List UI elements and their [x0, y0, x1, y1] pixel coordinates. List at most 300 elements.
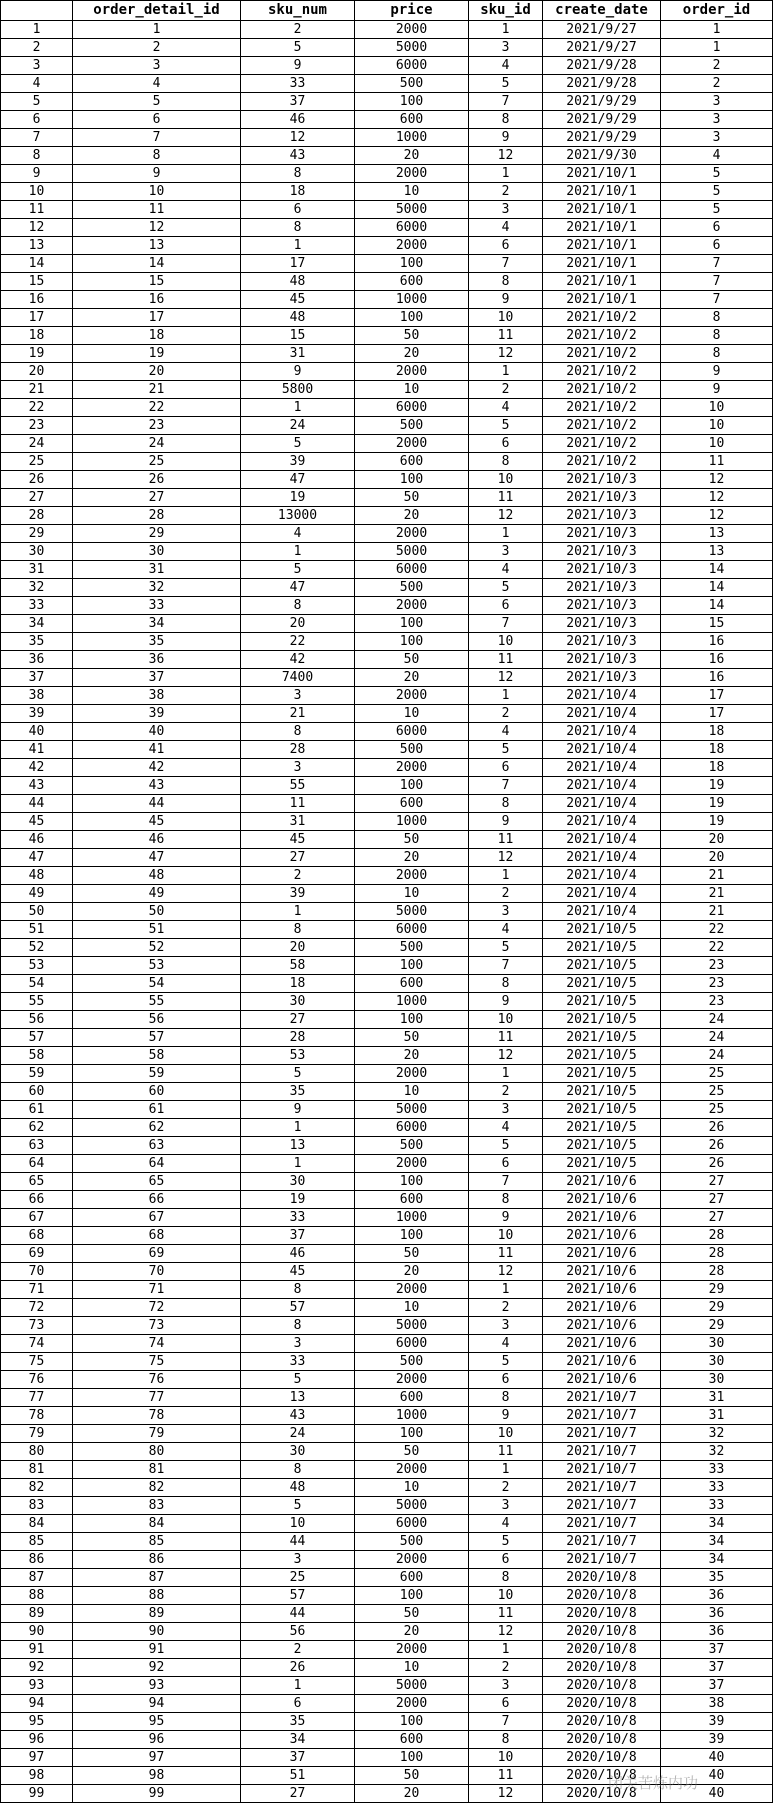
sku-num-cell: 53 [241, 1047, 355, 1065]
table-row [1, 795, 773, 813]
create-date-cell: 2021/10/7 [543, 1461, 661, 1479]
table-row [1, 723, 773, 741]
order-id-cell: 18 [661, 759, 773, 777]
order-detail-id-cell: 69 [73, 1245, 241, 1263]
price-cell: 2000 [355, 1371, 469, 1389]
create-date-cell: 2021/10/5 [543, 921, 661, 939]
table-row [1, 1443, 773, 1461]
order-detail-id-cell: 99 [73, 1785, 241, 1803]
order-detail-id-cell: 63 [73, 1137, 241, 1155]
sku-num-cell: 5 [241, 561, 355, 579]
create-date-cell: 2020/10/8 [543, 1677, 661, 1695]
order-detail-id-cell: 42 [73, 759, 241, 777]
table-row [1, 705, 773, 723]
sku-num-cell: 8 [241, 1281, 355, 1299]
price-cell: 5000 [355, 1317, 469, 1335]
price-cell: 600 [355, 273, 469, 291]
create-date-cell: 2020/10/8 [543, 1587, 661, 1605]
order-detail-id-cell: 61 [73, 1101, 241, 1119]
create-date-cell: 2021/10/3 [543, 543, 661, 561]
table-row [1, 309, 773, 327]
row-number-cell: 18 [1, 327, 73, 345]
price-cell: 6000 [355, 921, 469, 939]
order-detail-id-cell: 12 [73, 219, 241, 237]
sku-num-cell: 2 [241, 867, 355, 885]
order-detail-id-cell: 84 [73, 1515, 241, 1533]
sku-id-cell: 5 [469, 417, 543, 435]
sku-num-cell: 25 [241, 1569, 355, 1587]
sku-num-cell: 8 [241, 165, 355, 183]
row-number-cell: 75 [1, 1353, 73, 1371]
create-date-cell: 2021/9/29 [543, 93, 661, 111]
create-date-cell: 2021/10/1 [543, 237, 661, 255]
sku-id-cell: 11 [469, 327, 543, 345]
row-number-cell: 21 [1, 381, 73, 399]
create-date-cell: 2021/9/27 [543, 39, 661, 57]
order-detail-id-cell: 10 [73, 183, 241, 201]
order-id-cell: 14 [661, 561, 773, 579]
order-id-cell: 33 [661, 1479, 773, 1497]
price-cell: 5000 [355, 201, 469, 219]
order-detail-id-cell: 15 [73, 273, 241, 291]
price-cell: 10 [355, 1299, 469, 1317]
sku-num-cell: 13 [241, 1137, 355, 1155]
order-detail-id-cell: 44 [73, 795, 241, 813]
create-date-cell: 2021/10/2 [543, 399, 661, 417]
price-cell: 2000 [355, 165, 469, 183]
sku-id-cell: 2 [469, 705, 543, 723]
row-number-cell: 19 [1, 345, 73, 363]
order-id-cell: 19 [661, 813, 773, 831]
order-id-cell: 15 [661, 615, 773, 633]
row-number-cell: 53 [1, 957, 73, 975]
order-detail-id-cell: 37 [73, 669, 241, 687]
row-number-cell: 90 [1, 1623, 73, 1641]
price-cell: 6000 [355, 723, 469, 741]
order-detail-id-cell: 54 [73, 975, 241, 993]
table-row [1, 597, 773, 615]
sku-num-cell: 5 [241, 1497, 355, 1515]
order-detail-id-cell: 33 [73, 597, 241, 615]
table-row [1, 435, 773, 453]
order-detail-id-cell: 36 [73, 651, 241, 669]
create-date-cell: 2021/10/5 [543, 1119, 661, 1137]
sku-num-cell: 57 [241, 1587, 355, 1605]
order-detail-id-cell: 32 [73, 579, 241, 597]
sku-num-cell: 57 [241, 1299, 355, 1317]
order-detail-id-cell: 5 [73, 93, 241, 111]
table-row [1, 1317, 773, 1335]
sku-id-cell: 8 [469, 1389, 543, 1407]
sku-id-cell: 2 [469, 1659, 543, 1677]
price-cell: 6000 [355, 561, 469, 579]
sku-num-cell: 24 [241, 417, 355, 435]
sku-num-cell: 27 [241, 849, 355, 867]
sku-id-cell: 10 [469, 471, 543, 489]
order-id-cell: 17 [661, 705, 773, 723]
sku-id-cell: 6 [469, 1695, 543, 1713]
sku-id-cell: 10 [469, 1227, 543, 1245]
row-number-cell: 37 [1, 669, 73, 687]
table-row [1, 525, 773, 543]
create-date-cell: 2021/10/1 [543, 291, 661, 309]
order-detail-id-cell: 58 [73, 1047, 241, 1065]
sku-num-cell: 33 [241, 1209, 355, 1227]
price-cell: 100 [355, 1587, 469, 1605]
price-cell: 600 [355, 453, 469, 471]
table-row [1, 651, 773, 669]
create-date-cell: 2020/10/8 [543, 1749, 661, 1767]
sku-num-cell: 27 [241, 1011, 355, 1029]
sku-num-cell: 9 [241, 57, 355, 75]
order-detail-id-cell: 38 [73, 687, 241, 705]
sku-num-cell: 34 [241, 1731, 355, 1749]
create-date-cell: 2021/10/3 [543, 633, 661, 651]
order-detail-id-cell: 87 [73, 1569, 241, 1587]
sku-num-cell: 6 [241, 1695, 355, 1713]
table-row [1, 237, 773, 255]
table-row [1, 1461, 773, 1479]
table-row [1, 201, 773, 219]
sku-id-cell: 6 [469, 435, 543, 453]
order-id-cell: 18 [661, 723, 773, 741]
create-date-cell: 2021/10/5 [543, 1029, 661, 1047]
sku-id-cell: 1 [469, 165, 543, 183]
sku-num-cell: 3 [241, 1335, 355, 1353]
sku-id-cell: 3 [469, 1497, 543, 1515]
price-cell: 500 [355, 417, 469, 435]
order-id-cell: 11 [661, 453, 773, 471]
price-cell: 100 [355, 1227, 469, 1245]
sku-num-cell: 35 [241, 1713, 355, 1731]
price-cell: 2000 [355, 1641, 469, 1659]
sku-id-cell: 2 [469, 1299, 543, 1317]
create-date-cell: 2021/10/3 [543, 597, 661, 615]
table-row [1, 21, 773, 39]
order-id-cell: 20 [661, 831, 773, 849]
sku-id-cell: 5 [469, 1533, 543, 1551]
row-number-cell: 77 [1, 1389, 73, 1407]
sku-num-cell: 31 [241, 813, 355, 831]
create-date-cell: 2021/10/6 [543, 1353, 661, 1371]
row-number-cell: 2 [1, 39, 73, 57]
sku-id-cell: 3 [469, 39, 543, 57]
price-cell: 2000 [355, 1461, 469, 1479]
table-row [1, 993, 773, 1011]
price-cell: 6000 [355, 1119, 469, 1137]
table-row [1, 417, 773, 435]
table-row [1, 1371, 773, 1389]
order-id-cell: 34 [661, 1515, 773, 1533]
table-row [1, 1713, 773, 1731]
row-number-cell: 7 [1, 129, 73, 147]
table-row [1, 1749, 773, 1767]
sku-num-cell: 19 [241, 489, 355, 507]
order-id-cell: 2 [661, 57, 773, 75]
create-date-cell: 2021/10/4 [543, 795, 661, 813]
sku-id-cell: 12 [469, 345, 543, 363]
order-id-cell: 37 [661, 1641, 773, 1659]
row-number-cell: 86 [1, 1551, 73, 1569]
sku-num-cell: 55 [241, 777, 355, 795]
row-number-cell: 51 [1, 921, 73, 939]
table-row [1, 75, 773, 93]
price-cell: 2000 [355, 1065, 469, 1083]
order-detail-id-cell: 45 [73, 813, 241, 831]
create-date-cell: 2021/9/29 [543, 111, 661, 129]
sku-num-cell: 24 [241, 1425, 355, 1443]
create-date-cell: 2021/10/5 [543, 975, 661, 993]
order-id-cell: 32 [661, 1425, 773, 1443]
sku-num-cell: 30 [241, 1443, 355, 1461]
row-number-cell: 79 [1, 1425, 73, 1443]
create-date-cell: 2021/10/3 [543, 525, 661, 543]
table-row [1, 1047, 773, 1065]
sku-id-cell: 2 [469, 1479, 543, 1497]
order-id-cell: 25 [661, 1065, 773, 1083]
sku-id-cell: 8 [469, 795, 543, 813]
price-cell: 50 [355, 1767, 469, 1785]
sku-num-cell: 56 [241, 1623, 355, 1641]
sku-id-cell: 9 [469, 1209, 543, 1227]
create-date-header: create_date [543, 1, 661, 21]
watermark: 闭关苦炼内功 [608, 1774, 699, 1792]
sku-num-cell: 17 [241, 255, 355, 273]
order-id-cell: 37 [661, 1677, 773, 1695]
create-date-cell: 2020/10/8 [543, 1731, 661, 1749]
table-row [1, 363, 773, 381]
row-number-cell: 64 [1, 1155, 73, 1173]
order-id-cell: 8 [661, 327, 773, 345]
row-number-cell: 12 [1, 219, 73, 237]
sku-id-cell: 7 [469, 255, 543, 273]
price-cell: 20 [355, 345, 469, 363]
table-row [1, 345, 773, 363]
sku-num-cell: 22 [241, 633, 355, 651]
order-id-cell: 39 [661, 1731, 773, 1749]
order-id-cell: 6 [661, 237, 773, 255]
sku-num-cell: 11 [241, 795, 355, 813]
sku-id-cell: 7 [469, 615, 543, 633]
sku-id-cell: 11 [469, 489, 543, 507]
order-detail-id-cell: 13 [73, 237, 241, 255]
order-detail-id-cell: 71 [73, 1281, 241, 1299]
table-row [1, 957, 773, 975]
order-detail-id-cell: 2 [73, 39, 241, 57]
sku-id-cell: 7 [469, 93, 543, 111]
order-id-cell: 28 [661, 1263, 773, 1281]
order-detail-id-header: order_detail_id [73, 1, 241, 21]
create-date-cell: 2021/10/4 [543, 831, 661, 849]
table-row [1, 1515, 773, 1533]
order-detail-id-cell: 49 [73, 885, 241, 903]
sku-num-cell: 43 [241, 147, 355, 165]
price-cell: 6000 [355, 57, 469, 75]
sku-id-cell: 10 [469, 1011, 543, 1029]
row-number-cell: 16 [1, 291, 73, 309]
row-number-cell: 13 [1, 237, 73, 255]
sku-num-cell: 5 [241, 1371, 355, 1389]
price-cell: 50 [355, 1029, 469, 1047]
price-cell: 6000 [355, 219, 469, 237]
create-date-cell: 2021/10/4 [543, 687, 661, 705]
create-date-cell: 2021/10/7 [543, 1551, 661, 1569]
sku-id-cell: 2 [469, 885, 543, 903]
sku-id-cell: 10 [469, 309, 543, 327]
order-detail-id-cell: 57 [73, 1029, 241, 1047]
table-row [1, 1227, 773, 1245]
order-id-header: order_id [661, 1, 773, 21]
price-cell: 500 [355, 939, 469, 957]
create-date-cell: 2021/10/1 [543, 273, 661, 291]
order-detail-id-cell: 90 [73, 1623, 241, 1641]
order-id-cell: 40 [661, 1767, 773, 1785]
sku-id-cell: 6 [469, 237, 543, 255]
sku-num-cell: 1 [241, 903, 355, 921]
row-number-cell: 73 [1, 1317, 73, 1335]
price-cell: 1000 [355, 813, 469, 831]
sku-id-cell: 1 [469, 687, 543, 705]
table-row [1, 777, 773, 795]
create-date-cell: 2021/10/4 [543, 867, 661, 885]
order-id-cell: 14 [661, 597, 773, 615]
order-id-cell: 36 [661, 1623, 773, 1641]
row-number-cell: 43 [1, 777, 73, 795]
row-number-cell: 58 [1, 1047, 73, 1065]
order-detail-id-cell: 81 [73, 1461, 241, 1479]
create-date-cell: 2021/10/6 [543, 1317, 661, 1335]
order-id-cell: 34 [661, 1551, 773, 1569]
sku-id-cell: 4 [469, 561, 543, 579]
order-id-cell: 23 [661, 975, 773, 993]
order-id-cell: 19 [661, 777, 773, 795]
row-number-cell: 78 [1, 1407, 73, 1425]
order-detail-id-cell: 76 [73, 1371, 241, 1389]
sku-num-cell: 48 [241, 273, 355, 291]
row-number-cell: 89 [1, 1605, 73, 1623]
order-id-cell: 28 [661, 1227, 773, 1245]
table-row [1, 1263, 773, 1281]
sku-num-cell: 30 [241, 1173, 355, 1191]
order-detail-id-cell: 17 [73, 309, 241, 327]
order-detail-id-cell: 75 [73, 1353, 241, 1371]
order-id-cell: 38 [661, 1695, 773, 1713]
table-row [1, 327, 773, 345]
sku-id-cell: 6 [469, 1551, 543, 1569]
order-id-cell: 29 [661, 1317, 773, 1335]
order-id-cell: 34 [661, 1533, 773, 1551]
row-number-cell: 25 [1, 453, 73, 471]
create-date-cell: 2021/10/5 [543, 939, 661, 957]
price-cell: 1000 [355, 1209, 469, 1227]
table-row [1, 1335, 773, 1353]
table-row [1, 255, 773, 273]
price-cell: 100 [355, 1173, 469, 1191]
create-date-cell: 2021/10/1 [543, 183, 661, 201]
price-cell: 500 [355, 741, 469, 759]
sku-id-cell: 8 [469, 1731, 543, 1749]
order-id-cell: 13 [661, 525, 773, 543]
sku-id-cell: 7 [469, 957, 543, 975]
table-row [1, 1551, 773, 1569]
price-cell: 100 [355, 471, 469, 489]
price-cell: 6000 [355, 1515, 469, 1533]
price-cell: 2000 [355, 759, 469, 777]
order-id-cell: 20 [661, 849, 773, 867]
row-number-cell: 59 [1, 1065, 73, 1083]
sku-id-cell: 8 [469, 453, 543, 471]
create-date-cell: 2021/9/29 [543, 129, 661, 147]
create-date-cell: 2021/10/5 [543, 1011, 661, 1029]
sku-id-cell: 9 [469, 129, 543, 147]
sku-num-cell: 21 [241, 705, 355, 723]
sku-num-cell: 39 [241, 885, 355, 903]
price-cell: 50 [355, 831, 469, 849]
order-id-cell: 14 [661, 579, 773, 597]
row-number-cell: 65 [1, 1173, 73, 1191]
order-detail-id-cell: 88 [73, 1587, 241, 1605]
order-id-cell: 39 [661, 1713, 773, 1731]
order-detail-id-cell: 89 [73, 1605, 241, 1623]
sku-num-cell: 28 [241, 1029, 355, 1047]
order-detail-id-cell: 20 [73, 363, 241, 381]
sku-num-cell: 4 [241, 525, 355, 543]
create-date-cell: 2021/10/5 [543, 1047, 661, 1065]
create-date-cell: 2021/10/1 [543, 255, 661, 273]
sku-num-cell: 46 [241, 111, 355, 129]
order-id-cell: 30 [661, 1371, 773, 1389]
row-number-cell: 50 [1, 903, 73, 921]
table-row [1, 687, 773, 705]
create-date-cell: 2021/10/4 [543, 849, 661, 867]
order-id-cell: 16 [661, 633, 773, 651]
sku-id-cell: 7 [469, 1713, 543, 1731]
order-detail-id-cell: 82 [73, 1479, 241, 1497]
order-detail-id-cell: 83 [73, 1497, 241, 1515]
create-date-cell: 2021/10/7 [543, 1497, 661, 1515]
price-cell: 5000 [355, 1677, 469, 1695]
price-cell: 50 [355, 1245, 469, 1263]
sku-id-cell: 12 [469, 849, 543, 867]
create-date-cell: 2021/10/7 [543, 1479, 661, 1497]
sku-id-cell: 3 [469, 903, 543, 921]
create-date-cell: 2021/9/28 [543, 57, 661, 75]
sku-id-cell: 3 [469, 1101, 543, 1119]
create-date-cell: 2020/10/8 [543, 1605, 661, 1623]
sku-num-cell: 45 [241, 291, 355, 309]
sku-num-cell: 2 [241, 21, 355, 39]
sku-num-cell: 28 [241, 741, 355, 759]
create-date-cell: 2021/10/3 [543, 471, 661, 489]
table-row [1, 813, 773, 831]
row-number-cell: 61 [1, 1101, 73, 1119]
create-date-cell: 2021/10/5 [543, 1065, 661, 1083]
create-date-cell: 2021/10/4 [543, 813, 661, 831]
price-cell: 10 [355, 705, 469, 723]
table-row [1, 453, 773, 471]
create-date-cell: 2021/10/6 [543, 1335, 661, 1353]
order-id-cell: 40 [661, 1749, 773, 1767]
price-header: price [355, 1, 469, 21]
sku-num-cell: 5 [241, 435, 355, 453]
table-row [1, 111, 773, 129]
sku-id-cell: 5 [469, 75, 543, 93]
price-cell: 500 [355, 579, 469, 597]
sku-id-cell: 12 [469, 1623, 543, 1641]
sku-num-cell: 27 [241, 1785, 355, 1803]
row-number-header [1, 1, 73, 21]
table-row [1, 1587, 773, 1605]
